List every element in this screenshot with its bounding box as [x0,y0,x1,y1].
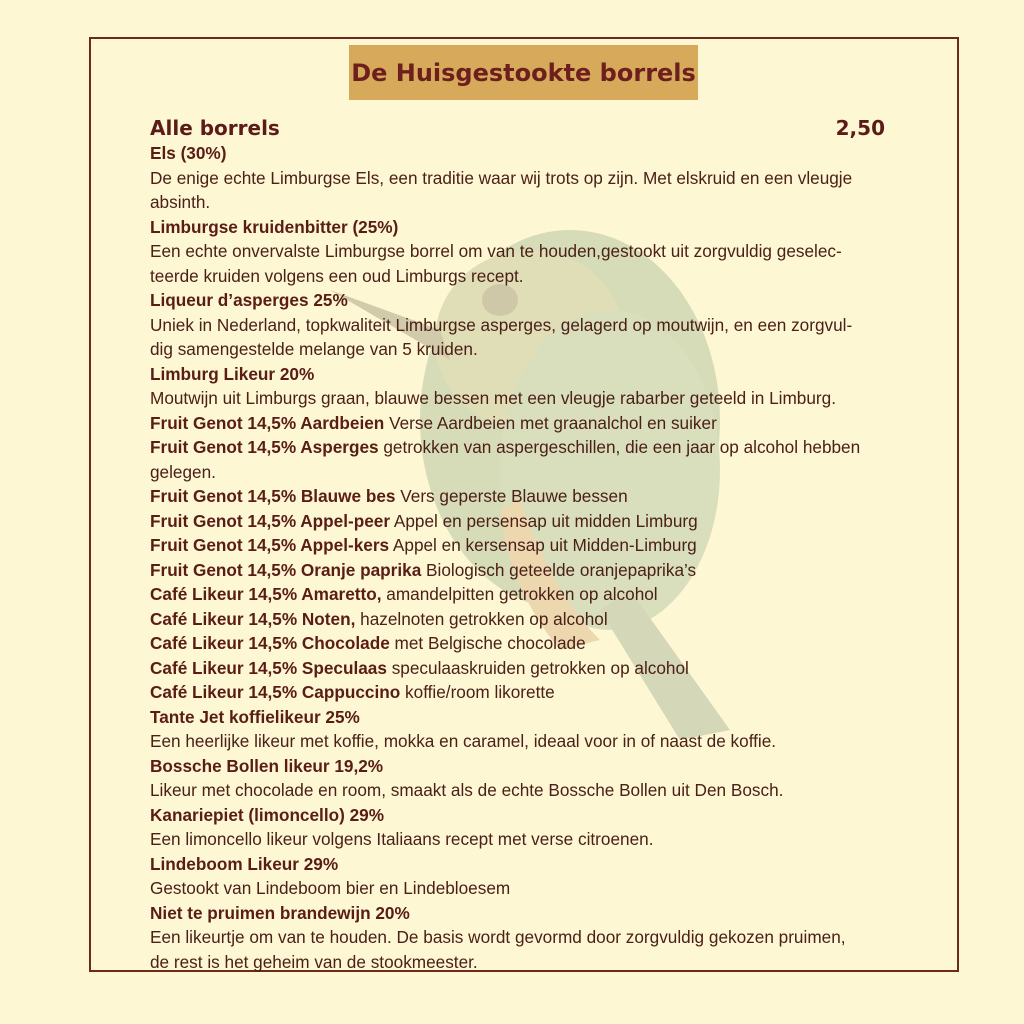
menu-item-name: Fruit Genot 14,5% Appel-kers [150,535,390,555]
menu-item-desc: Een heerlijke likeur met koffie, mokka en caramel, ideaal voor in of naast de koffie. [150,731,777,751]
menu-item-name: Fruit Genot 14,5% Blauwe bes [150,486,396,506]
menu-item-desc: de rest is het geheim van de stookmeester. [150,951,478,972]
menu-list [150,141,980,974]
menu-item-name: Café Likeur 14,5% Amaretto, [150,584,382,604]
menu-item-desc: Appel en persensap uit midden Limburg [390,510,698,531]
menu-item-name: Niet te pruimen brandewijn 20% [150,902,410,923]
menu-item-desc: Uniek in Nederland, topkwaliteit Limburgse asperges, gelagerd op moutwijn, en een zorgvul- [150,314,853,335]
menu-item-inline [150,509,980,534]
menu-item-desc: speculaaskruiden getrokken op alcohol [386,657,689,678]
menu-item-desc: Appel en kersensap uit Midden-Limburg [389,535,697,555]
menu-item-desc: met Belgische chocolade [389,633,586,653]
menu-item-inline [150,411,980,436]
menu-item-desc: gelegen. [150,461,216,482]
menu-item-inline [150,656,980,681]
menu-item-desc: koffie/room likorette [400,682,555,702]
menu-item-name: Café Likeur 14,5% Chocolade [150,633,390,653]
menu-item-desc: Gestookt van Lindeboom bier en Lindebloesem [150,878,511,898]
title-banner [349,45,698,100]
menu-item-desc: teerde kruiden volgens een oud Limburgs recept. [150,265,524,286]
menu-item-name: Fruit Genot 14,5% Aardbeien [150,412,385,433]
menu-item-name: Café Likeur 14,5% Cappuccino [150,682,401,702]
menu-item-inline [150,558,980,583]
menu-item-desc: hazelnoten getrokken op alcohol [355,608,608,629]
menu-item-desc: Een limoncello likeur volgens Italiaans recept met verse citroenen. [150,829,654,849]
menu-item-desc: Verse Aardbeien met graanalchol en suiker [384,412,717,433]
menu-item-inline [150,680,980,705]
menu-item-desc: Vers geperste Blauwe bessen [395,486,628,506]
menu-item-name: Limburgse kruidenbitter (25%) [150,216,399,237]
section-heading-price: 2,50 [835,116,885,140]
menu-item-name: Café Likeur 14,5% Noten, [150,608,356,629]
menu-item-inline [150,435,980,460]
menu-item-desc: Moutwijn uit Limburgs graan, blauwe bessen met een vleugje rabarber geteeld in Limburg. [150,388,836,408]
menu-item-desc: Likeur met chocolade en room, smaakt als de echte Bossche Bollen uit Den Bosch. [150,780,784,800]
menu-item-name: Café Likeur 14,5% Speculaas [150,657,387,678]
menu-item-desc: Een likeurtje om van te houden. De basis wordt gevormd door zorgvuldig gekozen pruimen, [150,927,846,947]
menu-item-desc: De enige echte Limburgse Els, een traditie waar wij trots op zijn. Met elskruid en een vleugje [150,167,853,188]
menu-item-name: Tante Jet koffielikeur 25% [150,706,360,727]
menu-item-name: Kanariepiet (limoncello) 29% [150,804,385,825]
menu-item-inline [150,631,980,656]
menu-item-desc: Biologisch geteelde oranjepaprika’s [421,559,697,580]
section-heading-label: Alle borrels [150,116,280,140]
menu-item-name: Bossche Bollen likeur 19,2% [150,755,384,776]
section-heading [150,114,885,142]
menu-item-inline [150,533,980,558]
menu-item-desc: amandelpitten getrokken op alcohol [381,584,658,604]
menu-item-inline [150,607,980,632]
menu-item-name: Fruit Genot 14,5% Oranje paprika [150,559,422,580]
menu-item-name: Els (30%) [150,143,227,163]
menu-item-name: Fruit Genot 14,5% Asperges [150,437,379,457]
menu-item-desc: absinth. [150,192,211,212]
menu-item-desc: Een echte onvervalste Limburgse borrel om van te houden,gestookt uit zorgvuldig geselec- [150,241,842,261]
menu-item-name: Fruit Genot 14,5% Appel-peer [150,510,391,531]
menu-item-name: Liqueur d’asperges 25% [150,290,348,310]
page-title: De Huisgestookte borrels [351,58,696,87]
menu-item-desc: getrokken van aspergeschillen, die een jaar op alcohol hebben [378,437,861,457]
menu-item-desc: dig samengestelde melange van 5 kruiden. [150,339,478,359]
menu-item-inline [150,484,980,509]
menu-item-name: Lindeboom Likeur 29% [150,853,339,874]
menu-item-inline [150,582,980,607]
menu-item-name: Limburg Likeur 20% [150,363,315,384]
